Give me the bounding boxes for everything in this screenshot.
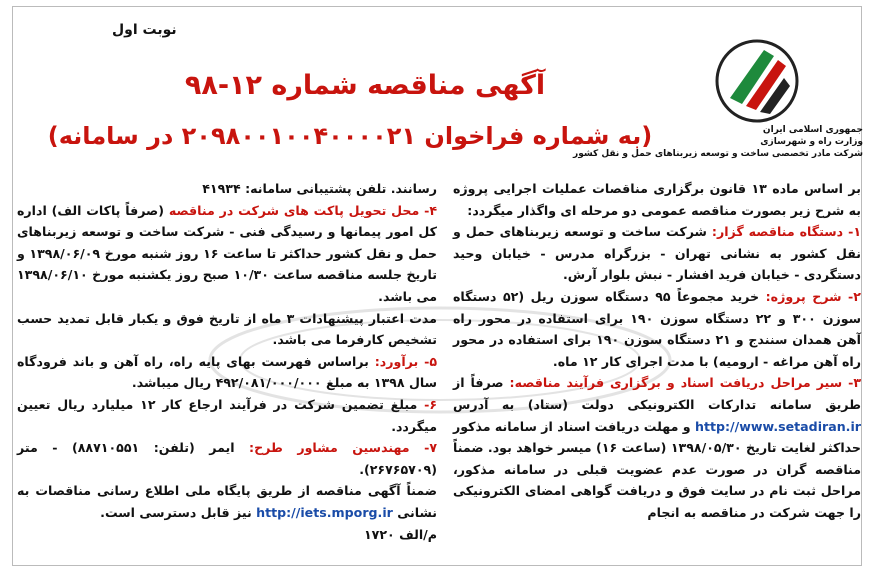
section-1 xyxy=(453,221,861,286)
left-column xyxy=(17,178,437,545)
section-6-body: مبلغ تضمین شرکت در فرآیند ارجاع کار ۱۲ میلیارد ریال تعیین میگردد. xyxy=(17,396,437,434)
org-line-1: جمهوری اسلامی ایران xyxy=(762,125,863,135)
continuation-text: رسانند. تلفن پشتیبانی سامانه: ۴۱۹۳۴ xyxy=(202,181,437,196)
section-1-heading: ۱- دستگاه مناقصه گزار: xyxy=(711,224,861,240)
right-column xyxy=(453,178,861,524)
section-3-body-1: صرفاً از طریق سامانه تدارکات الکترونیکی دولت (ستاد) به آدرس xyxy=(453,375,861,412)
notice-subtitle: (به شماره فراخوان ۲۰۹۸۰۰۱۰۰۴۰۰۰۰۲۱ در سامانه) xyxy=(47,122,653,150)
section-7-body: ایمر (تلفن: ۸۸۷۱۰۵۵۱) - متر (۲۶۷۶۵۷۰۹). xyxy=(17,440,437,477)
continuation-paragraph xyxy=(17,178,437,200)
section-2-heading: ۲- شرح پروژه: xyxy=(765,288,861,304)
section-4-heading: ۴- محل تحویل پاکت های شرکت در مناقصه xyxy=(168,202,437,218)
section-2-body: خرید مجموعاً ۹۵ دستگاه سوزن ریل (۵۲ دستگاه سوزن ۳۰۰ و ۲۲ دستگاه سوزن ۱۹۰ برای استفاده در محور راه آهن همدان سنندج و ۲۱ دستگاه سوزن ۱۹۰ برای استفاده در محور راه آهن مراغه - ارومیه) با مدت اجرای کار ۱۲ ماه. xyxy=(453,288,861,369)
section-6-heading: ۶- xyxy=(424,396,438,412)
org-line-3: شرکت مادر تخصصی ساخت و توسعه زیربناهای حمل و نقل کشور xyxy=(573,149,863,159)
note-text: ضمناً آگهی مناقصه از طریق پایگاه ملی اطلاع رسانی مناقصات به نشانی xyxy=(17,483,437,520)
section-4-body: (صرفاً پاکات الف) اداره کل امور پیمانها و رسیدگی فنی - شرکت ساخت و توسعه زیربناهای حمل و نقل کشور حداکثر تا ساعت ۱۶ روز شنبه مورخ ۱۳۹۸/۰۶/۰۹ و تاریخ جلسه مناقصه ساعت ۱۰/۳۰ صبح روز یکشنبه مورخ ۱۳۹۸/۰۶/۱۰ می باشد. xyxy=(17,202,437,304)
section-3 xyxy=(453,372,861,523)
intro-text: بر اساس ماده ۱۳ قانون برگزاری مناقصات عملیات اجرایی پروژه به شرح زیر بصورت مناقصه عمومی دو مرحله ای واگذار میگردد: xyxy=(453,181,862,218)
reference-number: م/الف ۱۷۲۰ xyxy=(363,526,437,542)
setad-link[interactable]: http://www.setadiran.ir xyxy=(694,418,861,434)
iets-link[interactable]: http://iets.mporg.ir xyxy=(256,504,393,520)
section-1-body: شرکت ساخت و توسعه زیربناهای حمل و نقل کشور به نشانی تهران - بزرگراه مدرس - خیابان وحید دستگردی - خیابان فرید افشار - نبش بلوار آرش. xyxy=(453,224,861,283)
section-7 xyxy=(17,437,437,480)
section-2 xyxy=(453,286,861,372)
organization-block xyxy=(573,124,863,160)
org-line-2: وزارت راه و شهرسازی xyxy=(760,137,863,147)
section-5 xyxy=(17,351,437,394)
round-label: نوبت اول xyxy=(112,22,177,38)
intro-paragraph xyxy=(453,178,861,221)
section-3-body-2: و مهلت دریافت اسناد از سامانه مذکور حداکثر لغایت تاریخ ۱۳۹۸/۰۵/۳۰ (ساعت ۱۶) میسر خواهد بود. ضمناً مناقصه گران در صورت عدم عضویت قبلی در سامانه مذکور، مراحل ثبت نام در سایت فوق و دریافت گواهی امضای الکترونیکی را جهت شرکت در مناقصه به انجام xyxy=(452,418,862,520)
section-3-heading: ۳- سیر مراحل دریافت اسناد و برگزاری فرآیند مناقصه: xyxy=(509,375,861,391)
note-paragraph xyxy=(17,480,437,523)
ministry-logo-icon xyxy=(712,36,802,126)
validity-paragraph xyxy=(17,308,437,351)
section-5-body: براساس فهرست بهای پایه راه، راه آهن و باند فرودگاه سال ۱۳۹۸ به مبلغ ۴۹۲/۰۸۱/۰۰۰/۰۰۰ ریال میباشد. xyxy=(17,353,437,391)
section-5-heading: ۵- برآورد: xyxy=(374,353,438,369)
note-end-text: نیز قابل دسترسی است. xyxy=(100,504,257,520)
validity-text: مدت اعتبار پیشنهادات ۳ ماه از تاریخ فوق و یکبار قابل تمدید حسب تشخیص کارفرما می باشد. xyxy=(17,310,437,348)
section-7-heading: ۷- مهندسین مشاور طرح: xyxy=(249,440,437,456)
section-4 xyxy=(17,200,437,308)
notice-title: آگهی مناقصه شماره ۱۲-۹۸ xyxy=(184,70,546,101)
section-6 xyxy=(17,394,437,437)
reference-paragraph xyxy=(17,524,437,546)
